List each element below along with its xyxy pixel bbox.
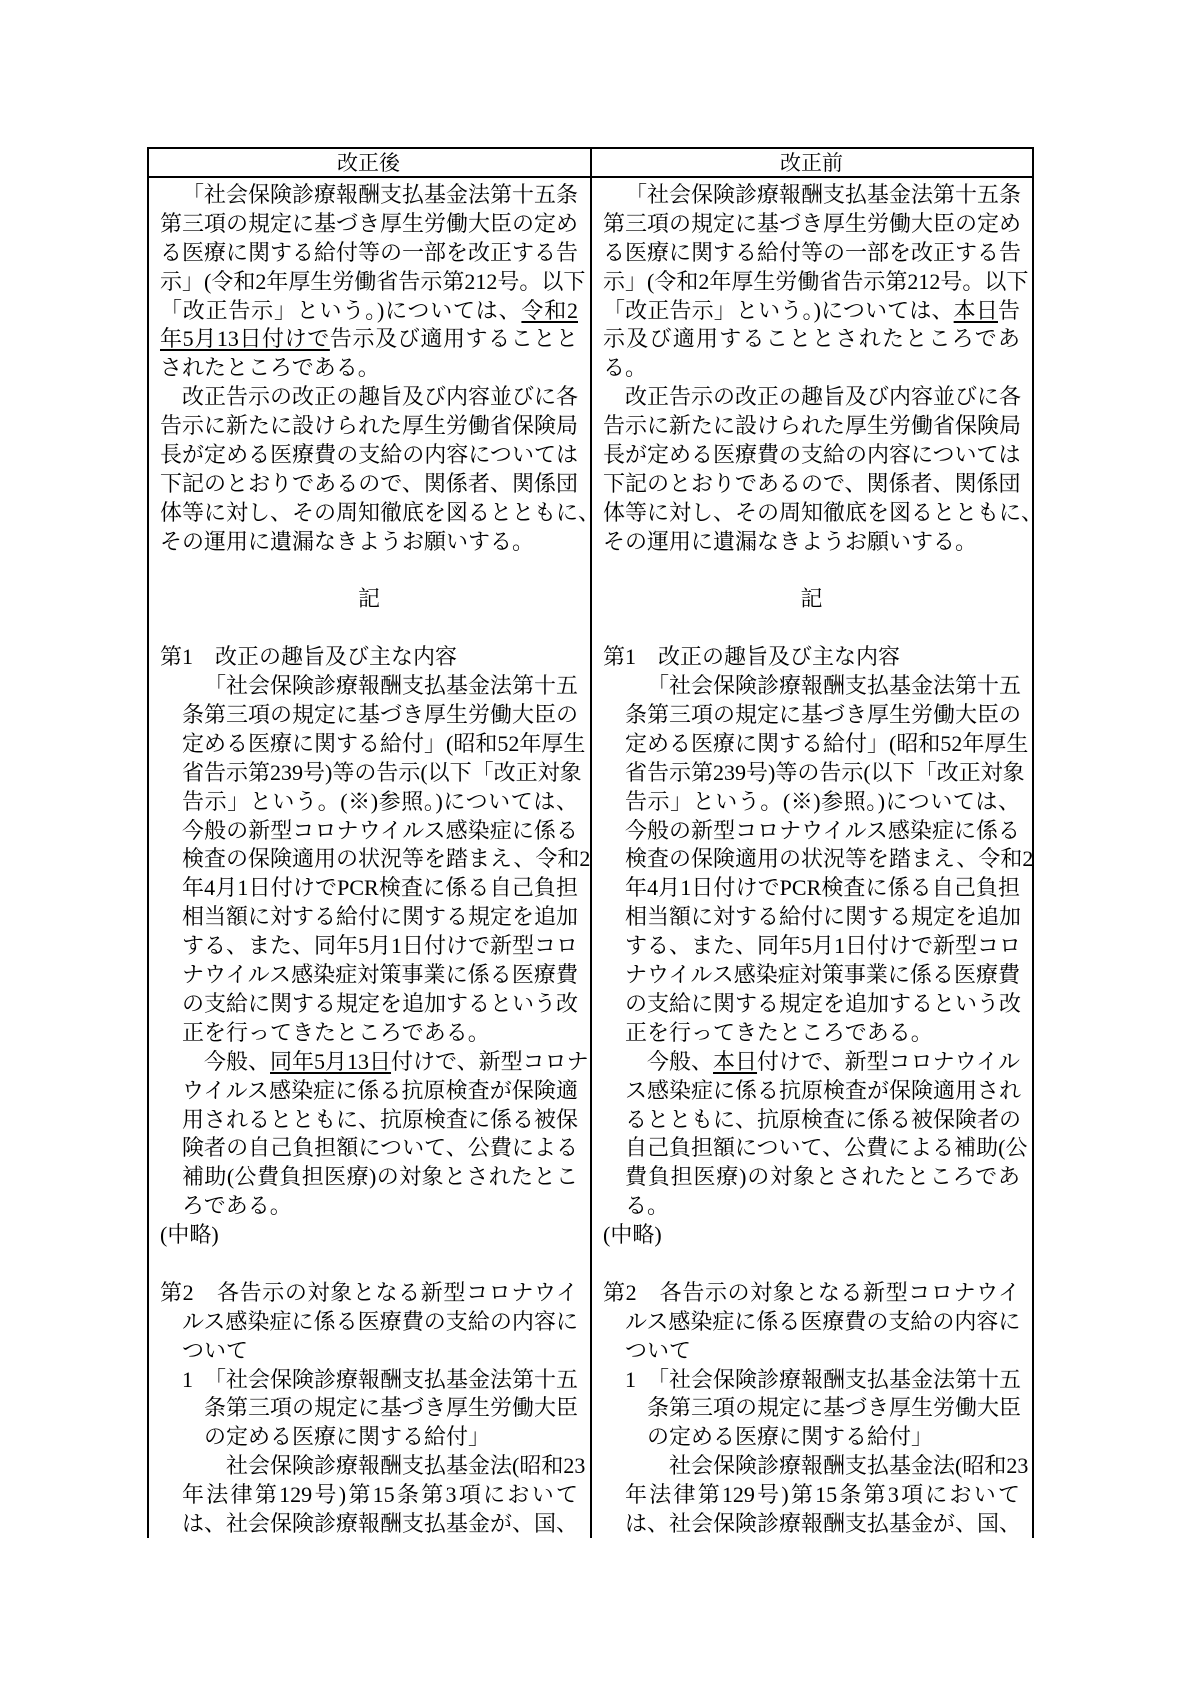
text-segment: 「社会保険診療報酬支払基金法第十五 bbox=[647, 673, 1022, 699]
text-segment: する、また、同年5月1日付けで新型コロ bbox=[182, 933, 579, 959]
text-line bbox=[160, 210, 578, 239]
text-segment: 第三項の規定に基づき厚生労働大臣の定め bbox=[603, 210, 1022, 236]
text-segment: 社会保険診療報酬支払基金法(昭和23 bbox=[226, 1453, 586, 1479]
text-segment: ウイルス感染症に係る抗原検査が保険適 bbox=[182, 1077, 578, 1103]
text-line bbox=[160, 730, 586, 759]
text-segment: 条第三項の規定に基づき厚生労働大臣の bbox=[182, 702, 579, 728]
text-line bbox=[603, 1221, 1020, 1250]
text-line bbox=[603, 961, 1020, 990]
text-segment: は、社会保険診療報酬支払基金が、国、 bbox=[182, 1510, 579, 1536]
text-line bbox=[603, 325, 1020, 354]
text-segment: 付けで、新型コロナウイル bbox=[757, 1048, 1020, 1074]
text-line bbox=[160, 268, 586, 297]
text-line bbox=[603, 1452, 1029, 1481]
text-segment: 1 「社会保険診療報酬支払基金法第十五 bbox=[182, 1366, 579, 1392]
text-line bbox=[603, 1337, 1020, 1366]
text-segment: 示」(令和2年厚生労働省告示第212号。以下 bbox=[160, 268, 586, 294]
text-line bbox=[160, 181, 578, 210]
text-line bbox=[603, 759, 1025, 788]
text-segment: ナウイルス感染症対策事業に係る医療費 bbox=[182, 962, 578, 988]
text-segment: 告示及び適用することと bbox=[329, 326, 578, 352]
text-segment: 「改正告示」という。)については、 bbox=[160, 297, 522, 323]
text-line bbox=[603, 585, 1020, 614]
text-line bbox=[160, 1192, 578, 1221]
text-segment: 正を行ってきたところである。 bbox=[625, 1019, 933, 1045]
text-segment: ついて bbox=[625, 1337, 692, 1363]
text-line bbox=[160, 990, 578, 1019]
text-line bbox=[603, 528, 1020, 557]
text-line bbox=[603, 1481, 1020, 1510]
text-segment: 今般の新型コロナウイルス感染症に係る bbox=[182, 817, 578, 843]
text-line bbox=[603, 730, 1029, 759]
text-line bbox=[603, 1019, 1020, 1048]
text-line bbox=[160, 1510, 578, 1539]
text-segment: 条第三項の規定に基づき厚生労働大臣 bbox=[647, 1395, 1022, 1421]
text-line bbox=[160, 1423, 578, 1452]
text-line bbox=[160, 1481, 578, 1510]
text-segment: 今般、 bbox=[204, 1048, 271, 1074]
text-segment: 省告示第239号)等の告示(以下「改正対象 bbox=[182, 759, 582, 785]
text-line bbox=[160, 528, 578, 557]
text-line bbox=[160, 239, 578, 268]
text-line bbox=[603, 470, 1020, 499]
text-line bbox=[603, 990, 1020, 1019]
text-line bbox=[160, 1019, 578, 1048]
text-line bbox=[160, 470, 578, 499]
text-line bbox=[160, 1134, 578, 1163]
text-line bbox=[603, 845, 1034, 874]
text-segment: 告示に新たに設けられた厚生労働省保険局 bbox=[160, 413, 579, 439]
text-line bbox=[603, 903, 1020, 932]
text-segment: 示及び適用することとされたところであ bbox=[603, 326, 1020, 352]
text-line bbox=[603, 1077, 1020, 1106]
text-line bbox=[603, 1134, 1028, 1163]
text-segment: 用されるとともに、抗原検査に係る被保 bbox=[182, 1106, 579, 1132]
text-line bbox=[160, 1337, 578, 1366]
text-line bbox=[603, 1279, 1020, 1308]
text-line bbox=[160, 1279, 578, 1308]
text-segment: ス感染症に係る抗原検査が保険適用され bbox=[625, 1077, 1022, 1103]
text-segment: ルス感染症に係る医療費の支給の内容に bbox=[182, 1308, 578, 1334]
text-segment: 示」(令和2年厚生労働省告示第212号。以下 bbox=[603, 268, 1029, 294]
text-line bbox=[160, 932, 578, 961]
text-line bbox=[160, 1163, 578, 1192]
text-segment: 第2 各告示の対象となる新型コロナウイ bbox=[603, 1279, 1020, 1305]
text-line bbox=[160, 1048, 589, 1077]
text-line bbox=[603, 383, 1020, 412]
text-line bbox=[160, 1366, 578, 1395]
text-line bbox=[160, 845, 591, 874]
text-segment: る。 bbox=[625, 1193, 670, 1219]
text-line bbox=[160, 1250, 578, 1279]
text-segment: の定める医療に関する給付」 bbox=[204, 1424, 491, 1450]
text-line bbox=[160, 1221, 578, 1250]
text-segment: 改正告示の改正の趣旨及び内容並びに各 bbox=[182, 384, 579, 410]
underlined-change: 同年5月13日 bbox=[270, 1048, 392, 1074]
header-after-revision: 改正後 bbox=[337, 151, 400, 175]
text-segment: ついて bbox=[182, 1337, 249, 1363]
text-segment: る医療に関する給付等の一部を改正する告 bbox=[160, 239, 579, 265]
text-line bbox=[603, 1192, 1020, 1221]
text-line bbox=[603, 614, 1020, 643]
text-segment: 下記のとおりであるので、関係者、関係団 bbox=[603, 470, 1021, 496]
text-segment: する、また、同年5月1日付けで新型コロ bbox=[625, 933, 1022, 959]
text-line bbox=[603, 701, 1020, 730]
text-line bbox=[603, 499, 1044, 528]
text-line bbox=[603, 412, 1020, 441]
comparison-table bbox=[147, 147, 1044, 1538]
text-line bbox=[160, 585, 578, 614]
text-segment: 省告示第239号)等の告示(以下「改正対象 bbox=[625, 759, 1025, 785]
text-segment: 告示」という。(※)参照。)については、 bbox=[182, 788, 578, 814]
text-line bbox=[160, 325, 578, 354]
text-line bbox=[160, 441, 578, 470]
text-segment: ルス感染症に係る医療費の支給の内容に bbox=[625, 1308, 1021, 1334]
after-revision-column bbox=[160, 181, 601, 1539]
text-segment: その運用に遺漏なきようお願いする。 bbox=[160, 528, 535, 554]
text-segment: 告 bbox=[997, 297, 1020, 323]
before-revision-column bbox=[603, 181, 1044, 1539]
text-line bbox=[603, 354, 1020, 383]
text-segment: 第三項の規定に基づき厚生労働大臣の定め bbox=[160, 210, 579, 236]
text-line bbox=[160, 354, 578, 383]
text-line bbox=[603, 1308, 1020, 1337]
text-line bbox=[603, 210, 1020, 239]
text-line bbox=[603, 297, 1020, 326]
text-line bbox=[160, 961, 578, 990]
text-segment: 今般、 bbox=[647, 1048, 714, 1074]
text-line bbox=[160, 557, 578, 586]
table-right-border bbox=[1032, 147, 1034, 1538]
text-line bbox=[603, 672, 1020, 701]
text-line bbox=[603, 1510, 1020, 1539]
text-segment: (中略) bbox=[160, 1222, 219, 1248]
text-segment: 付けで、新型コロナ bbox=[391, 1048, 589, 1074]
text-segment: 条第三項の規定に基づき厚生労働大臣の bbox=[625, 702, 1022, 728]
text-segment: 記 bbox=[357, 586, 380, 612]
text-segment: 社会保険診療報酬支払基金法(昭和23 bbox=[669, 1453, 1029, 1479]
text-segment: る医療に関する給付等の一部を改正する告 bbox=[603, 239, 1022, 265]
text-line bbox=[603, 557, 1020, 586]
text-line bbox=[160, 874, 578, 903]
text-segment: 下記のとおりであるので、関係者、関係団 bbox=[160, 470, 578, 496]
table-left-border bbox=[147, 147, 149, 1538]
text-line bbox=[603, 239, 1020, 268]
text-segment: 自己負担額について、公費による補助(公 bbox=[625, 1135, 1028, 1161]
text-line bbox=[603, 932, 1020, 961]
text-line bbox=[160, 614, 578, 643]
text-segment: る。 bbox=[603, 355, 648, 381]
text-line bbox=[160, 412, 578, 441]
text-line bbox=[603, 1163, 1020, 1192]
text-segment: 1 「社会保険診療報酬支払基金法第十五 bbox=[625, 1366, 1022, 1392]
text-segment: ろである。 bbox=[182, 1193, 292, 1219]
text-segment: は、社会保険診療報酬支払基金が、国、 bbox=[625, 1510, 1022, 1536]
text-segment: 「社会保険診療報酬支払基金法第十五条 bbox=[182, 182, 579, 207]
text-segment: 第1 改正の趣旨及び主な内容 bbox=[603, 644, 901, 670]
text-line bbox=[603, 1394, 1020, 1423]
text-segment: 定める医療に関する給付」(昭和52年厚生 bbox=[182, 730, 586, 756]
text-segment: 年法律第129号)第15条第3項において bbox=[182, 1482, 578, 1508]
text-segment: 第2 各告示の対象となる新型コロナウイ bbox=[160, 1279, 578, 1305]
text-line bbox=[160, 701, 578, 730]
text-segment: 年4月1日付けでPCR検査に係る自己負担 bbox=[182, 875, 578, 901]
text-segment: るとともに、抗原検査に係る被保険者の bbox=[625, 1106, 1022, 1132]
text-segment: 長が定める医療費の支給の内容については bbox=[603, 442, 1021, 468]
text-segment: の支給に関する規定を追加するという改 bbox=[182, 990, 579, 1016]
text-line bbox=[603, 1423, 1020, 1452]
header-before-revision: 改正前 bbox=[780, 151, 843, 175]
text-line bbox=[603, 181, 1020, 210]
text-segment: 相当額に対する給付に関する規定を追加 bbox=[182, 904, 579, 930]
text-line bbox=[160, 1077, 578, 1106]
text-line bbox=[603, 1106, 1020, 1135]
text-line bbox=[603, 817, 1020, 846]
text-segment: されたところである。 bbox=[160, 355, 380, 381]
text-line bbox=[160, 643, 578, 672]
text-line bbox=[160, 903, 578, 932]
text-segment: 長が定める医療費の支給の内容については bbox=[160, 442, 578, 468]
text-segment: ナウイルス感染症対策事業に係る医療費 bbox=[625, 962, 1020, 988]
text-line bbox=[160, 1106, 578, 1135]
text-line bbox=[160, 759, 582, 788]
text-segment: 改正告示の改正の趣旨及び内容並びに各 bbox=[625, 384, 1022, 410]
text-line bbox=[160, 672, 578, 701]
text-segment: 「社会保険診療報酬支払基金法第十五条 bbox=[625, 182, 1022, 207]
text-line bbox=[160, 383, 578, 412]
text-segment: 定める医療に関する給付」(昭和52年厚生 bbox=[625, 730, 1029, 756]
text-segment: その運用に遺漏なきようお願いする。 bbox=[603, 528, 978, 554]
text-segment: 「改正告示」という。)については、 bbox=[603, 297, 954, 323]
text-segment: 記 bbox=[800, 586, 823, 612]
underlined-change: 年5月13日付けで bbox=[160, 326, 330, 352]
text-line bbox=[160, 817, 578, 846]
text-line bbox=[603, 643, 1020, 672]
text-line bbox=[160, 1452, 586, 1481]
text-segment: 告示」という。(※)参照。)については、 bbox=[625, 788, 1020, 814]
text-segment: 今般の新型コロナウイルス感染症に係る bbox=[625, 817, 1020, 843]
underlined-change: 令和2 bbox=[521, 297, 578, 323]
text-segment: 「社会保険診療報酬支払基金法第十五 bbox=[204, 673, 579, 699]
text-segment: 体等に対し、その周知徹底を図るとともに、 bbox=[160, 499, 601, 525]
text-segment: 年法律第129号)第15条第3項において bbox=[625, 1482, 1020, 1508]
underlined-change: 本日 bbox=[713, 1048, 758, 1074]
text-segment: 補助(公費負担医療)の対象とされたとこ bbox=[182, 1164, 578, 1190]
text-line bbox=[603, 1048, 1020, 1077]
text-segment: の定める医療に関する給付」 bbox=[647, 1424, 934, 1450]
text-segment: 告示に新たに設けられた厚生労働省保険局 bbox=[603, 413, 1022, 439]
text-segment: 年4月1日付けでPCR検査に係る自己負担 bbox=[625, 875, 1020, 901]
text-segment: (中略) bbox=[603, 1222, 662, 1248]
text-line bbox=[603, 441, 1020, 470]
text-segment: 第1 改正の趣旨及び主な内容 bbox=[160, 644, 458, 670]
text-line bbox=[603, 1250, 1020, 1279]
text-line bbox=[603, 268, 1029, 297]
text-segment: 体等に対し、その周知徹底を図るとともに、 bbox=[603, 499, 1044, 525]
text-segment: 検査の保険適用の状況等を踏まえ、令和2 bbox=[625, 846, 1034, 872]
text-line bbox=[160, 1308, 578, 1337]
column-divider bbox=[590, 147, 592, 1538]
text-line bbox=[160, 499, 601, 528]
text-line bbox=[160, 297, 578, 326]
text-segment: 相当額に対する給付に関する規定を追加 bbox=[625, 904, 1022, 930]
text-line bbox=[160, 1394, 578, 1423]
underlined-change: 本日 bbox=[953, 297, 998, 323]
text-line bbox=[603, 874, 1020, 903]
text-segment: 費負担医療)の対象とされたところであ bbox=[625, 1164, 1020, 1190]
text-line bbox=[160, 788, 578, 817]
text-segment: 正を行ってきたところである。 bbox=[182, 1019, 490, 1045]
text-segment: 条第三項の規定に基づき厚生労働大臣 bbox=[204, 1395, 579, 1421]
text-line bbox=[603, 1366, 1020, 1395]
text-line bbox=[603, 788, 1020, 817]
text-segment: の支給に関する規定を追加するという改 bbox=[625, 990, 1022, 1016]
text-segment: 険者の自己負担額について、公費による bbox=[182, 1135, 578, 1161]
text-segment: 検査の保険適用の状況等を踏まえ、令和2 bbox=[182, 846, 591, 872]
